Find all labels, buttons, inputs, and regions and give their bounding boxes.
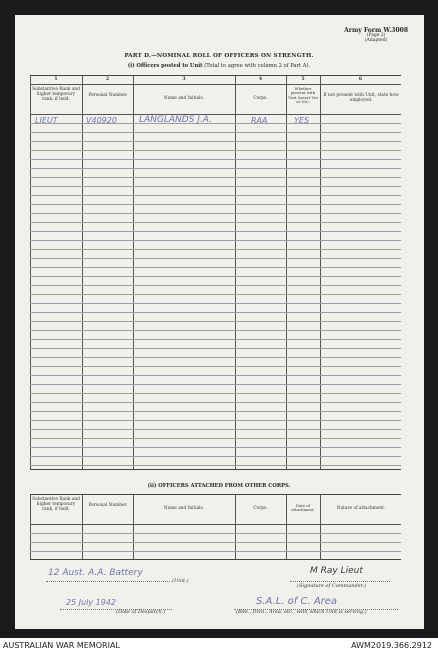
header2-corps: Corps. — [253, 506, 268, 511]
ruled-line — [30, 393, 401, 394]
despatch-date-value: 25 July 1942 — [66, 598, 117, 607]
ruled-line — [30, 267, 401, 268]
ruled-line — [30, 168, 401, 169]
col-number-3: 3 — [182, 77, 186, 82]
header-personal-number: Personal Number. — [88, 93, 128, 98]
ruled-line — [30, 465, 401, 466]
ruled-line — [30, 357, 401, 358]
header-employment: If not present with Unit, state how employed. — [323, 93, 399, 103]
ruled-line — [30, 150, 401, 151]
unit-caption: (Unit.) — [172, 578, 189, 584]
officers-posted-table — [30, 75, 401, 470]
ruled-line — [30, 249, 401, 250]
formation-caption: (Bde., Divn., Area, etc., with which Unit is serving.) — [236, 609, 367, 615]
header-name: Name and Initials. — [163, 96, 205, 101]
header2-date: Date of attachment. — [291, 503, 315, 513]
col-number-6: 6 — [358, 77, 363, 82]
ruled-line — [30, 402, 401, 403]
ruled-line — [30, 447, 401, 448]
section1-heading-rest: (Total to agree with column 2 of Part A). — [202, 63, 311, 69]
ruled-line — [30, 312, 401, 313]
section1-heading — [0, 63, 438, 69]
section1-heading-bold: (i) Officers posted to Unit — [127, 63, 203, 69]
form-page: (Page 2) — [366, 33, 386, 39]
ruled-line — [30, 132, 401, 133]
form-number-block — [344, 28, 408, 44]
col-number-2: 2 — [105, 77, 110, 82]
ruled-line — [30, 429, 401, 430]
archive-footer — [0, 640, 438, 653]
ruled-line — [30, 330, 401, 331]
formation-value: S.A.L. of C. Area — [256, 596, 338, 607]
col-number-5: 5 — [301, 77, 305, 82]
ruled-line — [30, 186, 401, 187]
entry-present: YES — [294, 116, 310, 125]
ruled-line — [30, 159, 401, 160]
form-title: Army Form W.3008 — [344, 27, 408, 34]
ruled-line — [30, 213, 401, 214]
ruled-line — [30, 456, 401, 457]
ruled-line — [30, 303, 401, 304]
header2-rank: Substantive Rank and higher temporary rank, if held. — [32, 497, 80, 512]
officers-attached-table — [30, 494, 401, 560]
ruled-line — [30, 321, 401, 322]
ruled-line — [30, 285, 401, 286]
ruled-line — [30, 366, 401, 367]
header-corps: Corps. — [253, 96, 268, 101]
ruled-line — [30, 420, 401, 421]
section2-heading: (ii) OFFICERS ATTACHED FROM OTHER CORPS. — [147, 483, 291, 489]
col-number-4: 4 — [258, 77, 263, 82]
ruled-line — [30, 240, 401, 241]
header2-nature: Nature of attachment. — [336, 506, 386, 511]
ruled-line — [30, 294, 401, 295]
unit-value: 12 Aust. A.A. Battery — [48, 568, 143, 578]
entry-corps: RAA — [251, 116, 268, 125]
footer-institution: AUSTRALIAN WAR MEMORIAL — [3, 641, 120, 650]
header-rank: Substantive Rank and higher temporary rank, if held. — [32, 87, 80, 102]
ruled-line — [30, 141, 401, 142]
form-adapted: (Adapted) — [364, 38, 388, 44]
ruled-line — [30, 231, 401, 232]
ruled-line — [30, 258, 401, 259]
ruled-line — [30, 195, 401, 196]
entry-personal-number: V40920 — [86, 116, 117, 125]
ruled-line — [30, 204, 401, 205]
entry-name: LANGLANDS J.A. — [139, 115, 212, 125]
ruled-line — [30, 339, 401, 340]
ruled-line — [30, 438, 401, 439]
entry-rank: LIEUT — [35, 116, 58, 125]
header-present: Whether present with Unit (insert Yes or No). — [288, 86, 318, 105]
footer-catalogue-number: AWM2019.366.2912 — [351, 641, 432, 650]
commander-signature: M Ray Lieut — [310, 566, 363, 576]
ruled-line — [30, 177, 401, 178]
col-number-1: 1 — [54, 77, 58, 82]
commander-caption: (Signature of Commander.) — [297, 583, 367, 589]
ruled-line — [30, 222, 401, 223]
ruled-line — [30, 348, 401, 349]
despatch-date-caption: (Date of Despatch.) — [116, 609, 166, 615]
ruled-line — [30, 411, 401, 412]
header2-personal-number: Personal Number. — [88, 503, 128, 508]
part-title: PART D.—NOMINAL ROLL OF OFFICERS ON STRENGTH. — [124, 53, 314, 59]
ruled-line — [30, 276, 401, 277]
ruled-line — [30, 375, 401, 376]
header2-name: Name and Initials. — [163, 506, 205, 511]
ruled-line — [30, 384, 401, 385]
